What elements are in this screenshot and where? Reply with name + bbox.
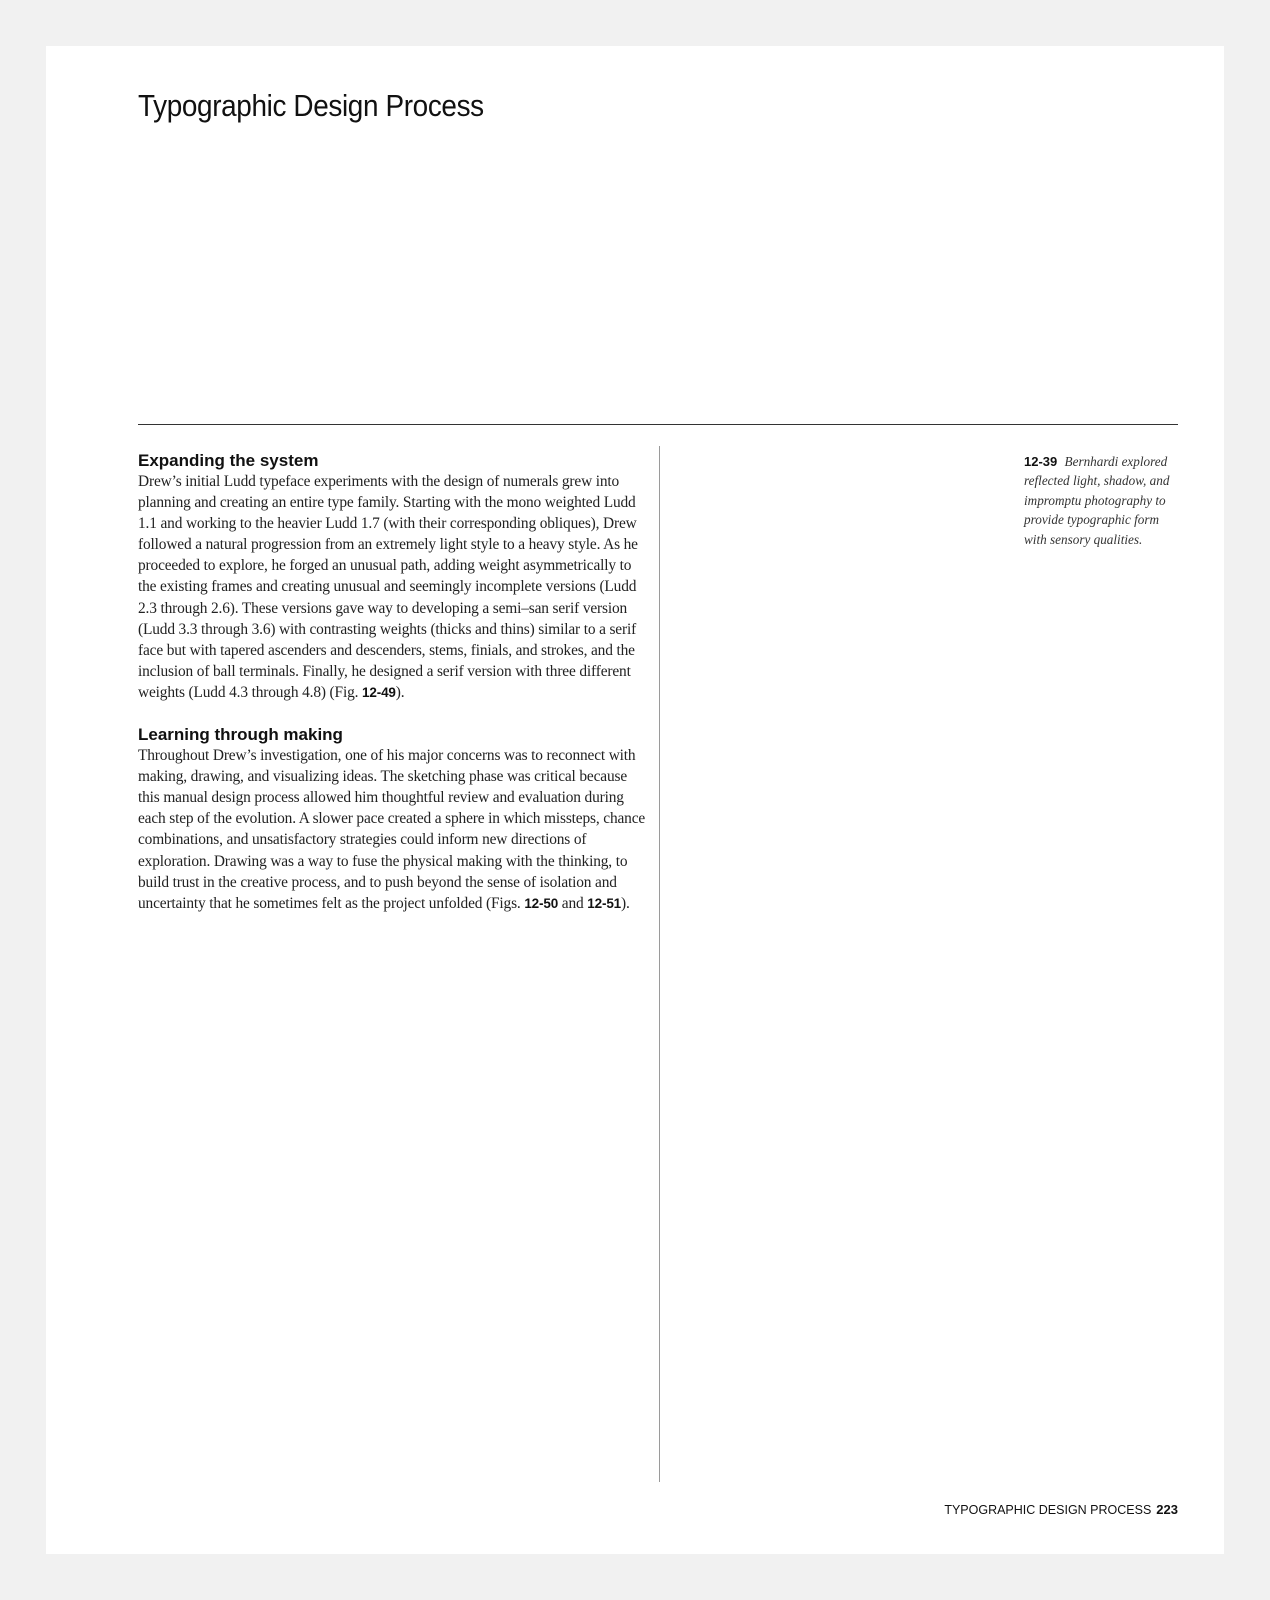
paragraph-text: Throughout Drew’s investigation, one of his major concerns was to reconnect with making, drawing, and visualizing ideas. The sketching phase was critical because this manual design process allowed him thoughtful review and evaluation during each step of the evolution. A slower pace created a sphere in which missteps, chance combinations, and unsatisfactory strategies could inform new directions of exploration. Drawing was a way to fuse the physical making with the thinking, to build trust in the creative process, and to push beyond the sense of isolation and uncertainty that he sometimes felt as the project unfolded (Figs. bbox=[138, 747, 646, 912]
running-head: TYPOGRAPHIC DESIGN PROCESS bbox=[944, 1503, 1152, 1517]
page bbox=[46, 46, 1224, 1554]
horizontal-rule bbox=[138, 424, 1178, 425]
column-divider bbox=[659, 446, 660, 1482]
section-heading: Expanding the system bbox=[138, 451, 319, 470]
paragraph-text-end: ). bbox=[621, 894, 630, 912]
paragraph-text-mid: and bbox=[558, 894, 588, 912]
figure-reference: 12-50 bbox=[524, 895, 559, 911]
body-paragraph bbox=[138, 471, 646, 703]
figure-reference: 12-51 bbox=[587, 895, 622, 911]
caption-text: Bernhardi explored reflected light, shadow, and impromptu photography to provide typographic form with sensory qualities. bbox=[1024, 454, 1170, 547]
paragraph-text-end: ). bbox=[395, 683, 405, 701]
page-footer bbox=[944, 1502, 1178, 1517]
paragraph-text: Drew’s initial Ludd typeface experiments with the design of numerals grew into planning and creating an entire type family. Starting with the mono weighted Ludd 1.1 and working to the heavier Ludd 1.7 (with their corresponding obliques), Drew followed a natural progression from an extremely light style to a heavy style. As he proceeded to explore, he forged an unusual path, adding weight asymmetrically to the existing frames and creating unusual and seemingly incomplete versions (Ludd 2.3 through 2.6). These versions gave way to developing a semi–san serif version (Ludd 3.3 through 3.6) with contrasting weights (thicks and thins) similar to a serif face but with tapered ascenders and descenders, stems, finials, and strokes, and the inclusion of ball terminals. Finally, he designed a serif version with three different weights (Ludd 4.3 through 4.8) (Fig. bbox=[138, 473, 638, 701]
page-title: Typographic Design Process bbox=[138, 88, 484, 123]
body-paragraph bbox=[138, 745, 646, 914]
page-number: 223 bbox=[1156, 1502, 1178, 1517]
section-expanding-the-system bbox=[138, 450, 646, 703]
figure-caption bbox=[1024, 452, 1184, 549]
figure-reference: 12-49 bbox=[362, 684, 396, 700]
section-learning-through-making bbox=[138, 724, 646, 914]
main-column bbox=[138, 450, 646, 914]
caption-figure-number: 12-39 bbox=[1024, 454, 1058, 469]
section-heading: Learning through making bbox=[138, 725, 343, 745]
